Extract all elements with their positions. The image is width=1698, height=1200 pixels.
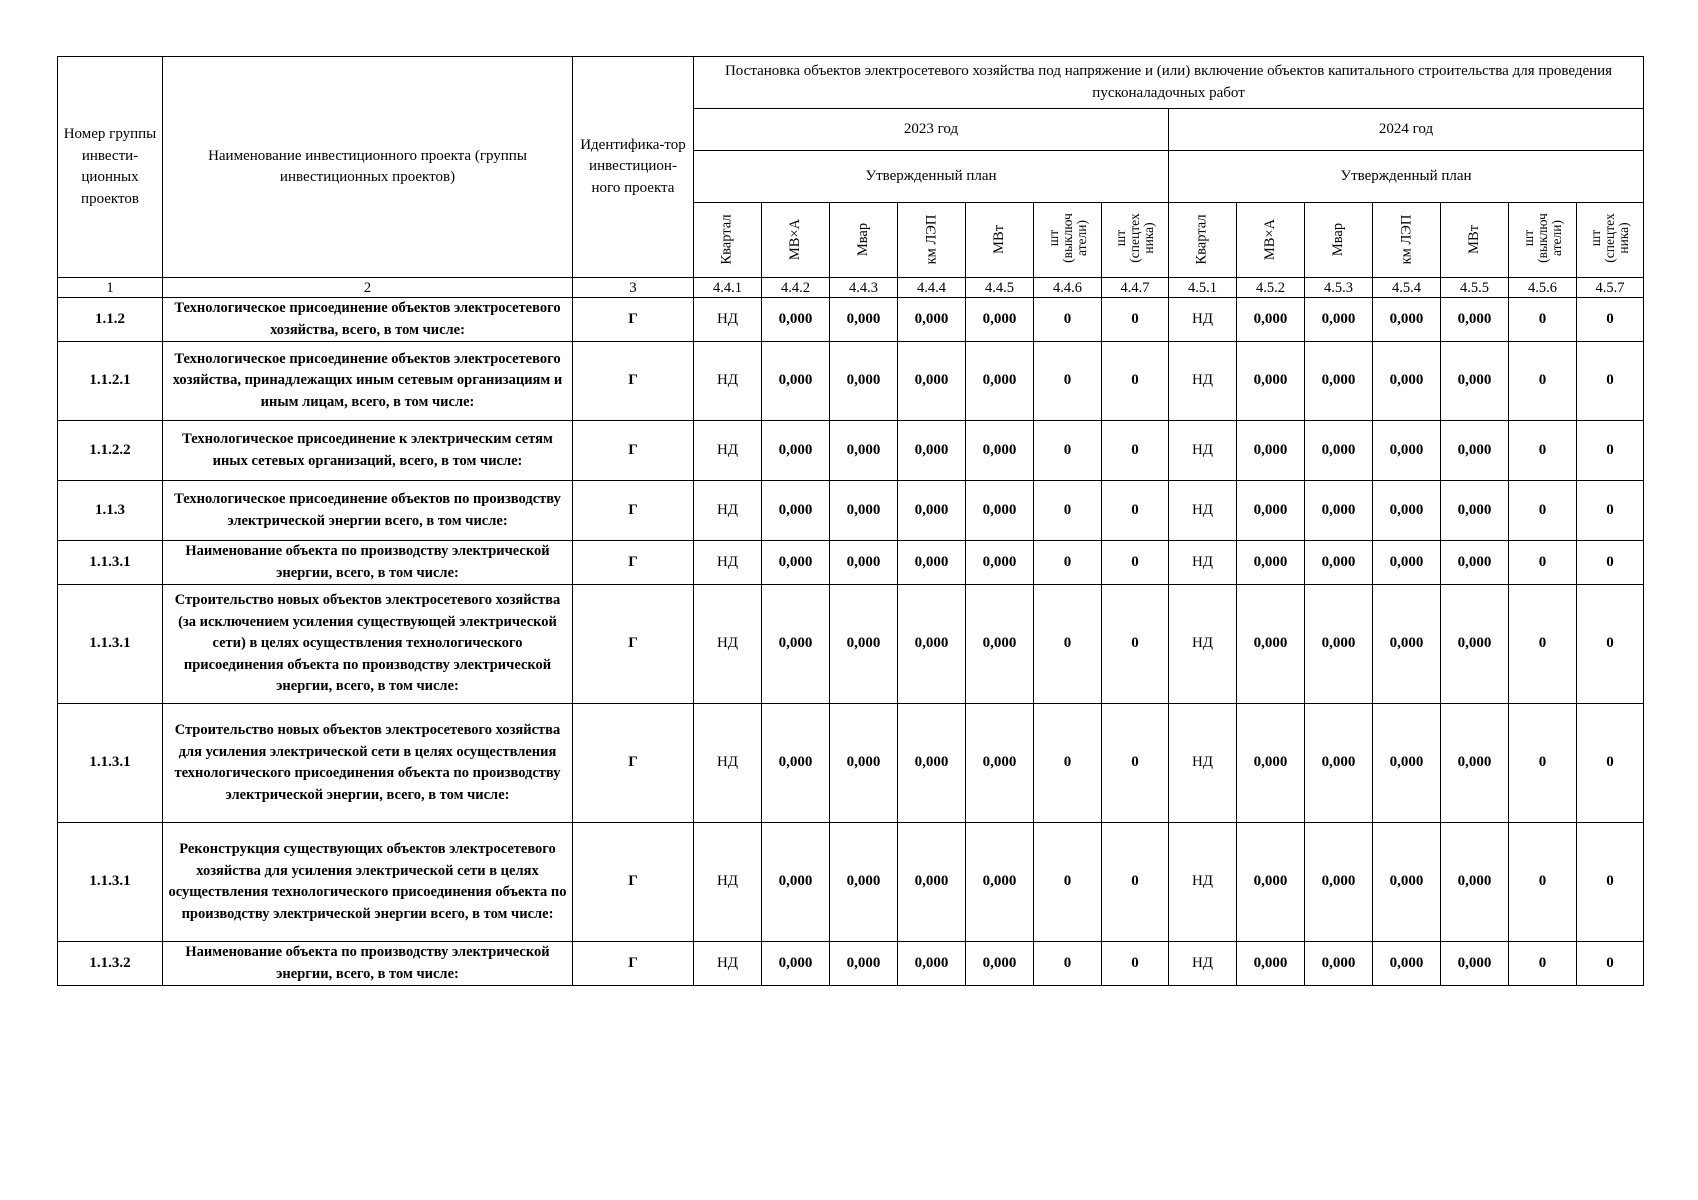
row-value: 0,000 xyxy=(830,298,898,342)
project-name-header: Наименование инвестиционного проекта (группы инвестиционных проектов) xyxy=(163,57,573,278)
column-number: 4.4.7 xyxy=(1102,278,1169,298)
row-value: 0 xyxy=(1102,585,1169,704)
row-value: 0,000 xyxy=(830,481,898,541)
row-value: 0,000 xyxy=(898,823,966,942)
investment-table xyxy=(57,56,1644,986)
row-value: 0 xyxy=(1509,541,1577,585)
row-value: 0,000 xyxy=(1441,823,1509,942)
table-row xyxy=(58,421,1644,481)
row-value: 0,000 xyxy=(1305,541,1373,585)
row-code: 1.1.2.2 xyxy=(58,421,163,481)
unit-header-label: МВ×А xyxy=(787,219,803,261)
row-value: 0 xyxy=(1577,481,1644,541)
row-code: 1.1.3.1 xyxy=(58,704,163,823)
row-value: 0 xyxy=(1577,298,1644,342)
row-value: 0,000 xyxy=(1237,421,1305,481)
row-value: 0,000 xyxy=(966,298,1034,342)
row-value: 0,000 xyxy=(830,585,898,704)
row-value: НД xyxy=(1169,704,1237,823)
row-value: 0,000 xyxy=(1441,421,1509,481)
row-value: 0,000 xyxy=(898,298,966,342)
row-value: 0,000 xyxy=(966,942,1034,986)
row-value: НД xyxy=(694,421,762,481)
row-value: 0,000 xyxy=(1441,704,1509,823)
row-value: 0,000 xyxy=(830,421,898,481)
unit-header-label: шт (спецтех ника) xyxy=(1113,213,1156,263)
row-code: 1.1.3.1 xyxy=(58,541,163,585)
row-value: 0,000 xyxy=(1373,942,1441,986)
unit-header xyxy=(1305,203,1373,278)
unit-header-label: Мвар xyxy=(1329,223,1346,257)
unit-header xyxy=(1373,203,1441,278)
column-number: 4.4.5 xyxy=(966,278,1034,298)
row-value: 0 xyxy=(1034,585,1102,704)
row-identifier: Г xyxy=(573,585,694,704)
column-number: 4.4.4 xyxy=(898,278,966,298)
row-value: 0,000 xyxy=(1441,942,1509,986)
row-value: 0,000 xyxy=(830,704,898,823)
row-value: 0,000 xyxy=(762,342,830,421)
row-value: 0 xyxy=(1034,704,1102,823)
row-value: 0,000 xyxy=(1237,298,1305,342)
row-value: 0,000 xyxy=(762,704,830,823)
row-value: 0,000 xyxy=(762,541,830,585)
identifier-header: Идентифика-тор инвестицион-ного проекта xyxy=(573,57,694,278)
row-value: 0,000 xyxy=(830,342,898,421)
row-value: 0 xyxy=(1102,298,1169,342)
row-value: 0,000 xyxy=(966,421,1034,481)
table-row xyxy=(58,481,1644,541)
row-value: 0 xyxy=(1102,342,1169,421)
column-number: 4.4.1 xyxy=(694,278,762,298)
unit-header-label: Квартал xyxy=(1193,214,1210,265)
row-value: 0,000 xyxy=(1305,942,1373,986)
unit-header xyxy=(694,203,762,278)
row-value: 0 xyxy=(1577,421,1644,481)
row-value: 0,000 xyxy=(898,421,966,481)
row-value: 0 xyxy=(1577,541,1644,585)
table-row xyxy=(58,342,1644,421)
row-value: 0,000 xyxy=(1305,342,1373,421)
row-value: 0 xyxy=(1509,481,1577,541)
row-value: НД xyxy=(694,342,762,421)
row-value: 0 xyxy=(1577,585,1644,704)
row-value: 0 xyxy=(1509,585,1577,704)
unit-header xyxy=(1577,203,1644,278)
row-value: НД xyxy=(694,481,762,541)
row-name: Строительство новых объектов электросетевого хозяйства (за исключением усиления существующей электрической сети) в целях осуществления технологического присоединения объекта по производству электрической энергии, всего, в том числе: xyxy=(163,585,573,704)
row-value: 0,000 xyxy=(1237,585,1305,704)
row-value: 0 xyxy=(1577,823,1644,942)
table-row xyxy=(58,585,1644,704)
row-value: НД xyxy=(1169,823,1237,942)
row-value: 0 xyxy=(1034,942,1102,986)
row-value: НД xyxy=(1169,342,1237,421)
row-value: 0 xyxy=(1102,704,1169,823)
row-value: НД xyxy=(694,541,762,585)
unit-header-label: шт (спецтех ника) xyxy=(1588,213,1632,263)
row-value: 0,000 xyxy=(1441,541,1509,585)
row-code: 1.1.2.1 xyxy=(58,342,163,421)
row-value: 0,000 xyxy=(1373,704,1441,823)
row-value: 0,000 xyxy=(1373,298,1441,342)
row-code: 1.1.3.1 xyxy=(58,585,163,704)
row-value: 0,000 xyxy=(1237,823,1305,942)
row-value: 0,000 xyxy=(1373,585,1441,704)
table-row xyxy=(58,298,1644,342)
column-number: 4.4.3 xyxy=(830,278,898,298)
row-value: 0 xyxy=(1034,481,1102,541)
unit-header-label: МВ×А xyxy=(1262,219,1278,261)
row-value: 0 xyxy=(1577,942,1644,986)
table-row xyxy=(58,704,1644,823)
row-identifier: Г xyxy=(573,704,694,823)
column-number: 4.4.2 xyxy=(762,278,830,298)
row-value: 0 xyxy=(1509,298,1577,342)
row-value: 0,000 xyxy=(762,823,830,942)
row-value: НД xyxy=(1169,481,1237,541)
row-value: 0,000 xyxy=(830,541,898,585)
row-value: 0,000 xyxy=(966,704,1034,823)
row-value: 0 xyxy=(1102,421,1169,481)
column-number: 4.5.1 xyxy=(1169,278,1237,298)
row-value: 0,000 xyxy=(966,541,1034,585)
unit-header xyxy=(966,203,1034,278)
row-value: НД xyxy=(1169,541,1237,585)
row-value: 0,000 xyxy=(1373,823,1441,942)
unit-header xyxy=(1102,203,1169,278)
year-2024-header: 2024 год xyxy=(1169,109,1644,151)
row-value: 0,000 xyxy=(1237,704,1305,823)
row-value: 0,000 xyxy=(966,585,1034,704)
row-value: 0 xyxy=(1102,823,1169,942)
row-value: 0,000 xyxy=(1237,481,1305,541)
unit-header-label: МВт xyxy=(991,225,1007,255)
row-value: 0 xyxy=(1034,298,1102,342)
row-value: 0 xyxy=(1509,704,1577,823)
row-value: 0,000 xyxy=(1373,541,1441,585)
unit-header-label: шт (выключ атели) xyxy=(1520,212,1564,263)
unit-header xyxy=(898,203,966,278)
row-value: НД xyxy=(694,298,762,342)
row-value: НД xyxy=(694,704,762,823)
row-value: 0,000 xyxy=(1305,823,1373,942)
column-number: 3 xyxy=(573,278,694,298)
row-value: 0 xyxy=(1102,541,1169,585)
row-value: НД xyxy=(1169,298,1237,342)
row-value: 0,000 xyxy=(762,298,830,342)
row-code: 1.1.3 xyxy=(58,481,163,541)
unit-header xyxy=(1237,203,1305,278)
row-value: 0 xyxy=(1102,942,1169,986)
row-value: 0 xyxy=(1509,942,1577,986)
table-row xyxy=(58,942,1644,986)
row-value: 0,000 xyxy=(898,541,966,585)
row-value: 0,000 xyxy=(1237,541,1305,585)
column-number: 4.5.4 xyxy=(1373,278,1441,298)
row-value: 0,000 xyxy=(1305,481,1373,541)
unit-header-label: МВт xyxy=(1466,225,1482,255)
row-value: НД xyxy=(694,823,762,942)
row-value: 0,000 xyxy=(830,823,898,942)
row-value: 0,000 xyxy=(1441,298,1509,342)
row-code: 1.1.2 xyxy=(58,298,163,342)
row-value: 0,000 xyxy=(898,585,966,704)
year-2023-header: 2023 год xyxy=(694,109,1169,151)
plan-2024-header: Утвержденный план xyxy=(1169,151,1644,203)
row-value: 0,000 xyxy=(762,942,830,986)
row-name: Строительство новых объектов электросетевого хозяйства для усиления электрической сети в целях осуществления технологического присоединения объекта по производству электрической энергии, всего, в том числе: xyxy=(163,704,573,823)
row-value: 0 xyxy=(1034,421,1102,481)
row-name: Технологическое присоединение объектов по производству электрической энергии всего, в том числе: xyxy=(163,481,573,541)
row-value: НД xyxy=(694,585,762,704)
row-name: Наименование объекта по производству электрической энергии, всего, в том числе: xyxy=(163,942,573,986)
row-value: 0,000 xyxy=(898,342,966,421)
row-code: 1.1.3.1 xyxy=(58,823,163,942)
unit-header xyxy=(830,203,898,278)
row-value: НД xyxy=(1169,585,1237,704)
row-value: 0 xyxy=(1102,481,1169,541)
row-value: 0 xyxy=(1509,421,1577,481)
row-value: 0 xyxy=(1577,704,1644,823)
row-value: 0,000 xyxy=(966,342,1034,421)
row-identifier: Г xyxy=(573,298,694,342)
row-value: 0 xyxy=(1509,823,1577,942)
row-value: 0,000 xyxy=(1441,342,1509,421)
row-name: Реконструкция существующих объектов электросетевого хозяйства для усиления электрической сети в целях осуществления технологического присоединения объекта по производству электрической энергии всего, в том числе: xyxy=(163,823,573,942)
unit-header-label: Мвар xyxy=(854,223,871,257)
row-value: 0,000 xyxy=(898,704,966,823)
row-value: 0 xyxy=(1577,342,1644,421)
row-identifier: Г xyxy=(573,823,694,942)
unit-header-label: км ЛЭП xyxy=(1397,214,1414,265)
row-value: 0,000 xyxy=(762,481,830,541)
row-value: 0 xyxy=(1509,342,1577,421)
column-number: 2 xyxy=(163,278,573,298)
unit-header-label: Квартал xyxy=(718,214,735,265)
section-title-header: Постановка объектов электросетевого хозяйства под напряжение и (или) включение объектов капитального строительства для проведения пусконаладочных работ xyxy=(694,57,1644,109)
unit-header-label: шт (выключ атели) xyxy=(1045,212,1089,263)
row-value: 0,000 xyxy=(898,481,966,541)
column-number: 4.5.2 xyxy=(1237,278,1305,298)
column-number: 1 xyxy=(58,278,163,298)
row-value: 0 xyxy=(1034,342,1102,421)
row-value: 0,000 xyxy=(966,481,1034,541)
column-number: 4.5.7 xyxy=(1577,278,1644,298)
unit-header xyxy=(1169,203,1237,278)
row-value: 0 xyxy=(1034,541,1102,585)
column-number: 4.5.3 xyxy=(1305,278,1373,298)
row-value: 0,000 xyxy=(762,421,830,481)
table-row xyxy=(58,541,1644,585)
row-identifier: Г xyxy=(573,541,694,585)
row-value: 0,000 xyxy=(1237,342,1305,421)
row-value: НД xyxy=(694,942,762,986)
column-number: 4.4.6 xyxy=(1034,278,1102,298)
row-value: 0,000 xyxy=(898,942,966,986)
row-value: НД xyxy=(1169,421,1237,481)
group-number-header: Номер группы инвести-ционных проектов xyxy=(58,57,163,278)
row-value: 0,000 xyxy=(1373,481,1441,541)
row-value: 0,000 xyxy=(1441,585,1509,704)
unit-header-label: км ЛЭП xyxy=(922,214,939,265)
row-value: 0,000 xyxy=(1305,704,1373,823)
row-identifier: Г xyxy=(573,942,694,986)
unit-header xyxy=(1441,203,1509,278)
row-identifier: Г xyxy=(573,342,694,421)
unit-header xyxy=(1509,203,1577,278)
row-name: Технологическое присоединение объектов электросетевого хозяйства, принадлежащих иным сетевым организациям и иным лицам, всего, в том числе: xyxy=(163,342,573,421)
unit-header xyxy=(1034,203,1102,278)
row-value: 0,000 xyxy=(1373,421,1441,481)
column-number: 4.5.6 xyxy=(1509,278,1577,298)
row-value: 0,000 xyxy=(966,823,1034,942)
plan-2023-header: Утвержденный план xyxy=(694,151,1169,203)
row-identifier: Г xyxy=(573,481,694,541)
row-value: 0,000 xyxy=(1441,481,1509,541)
row-value: 0,000 xyxy=(1305,298,1373,342)
row-value: 0,000 xyxy=(1305,421,1373,481)
table-row xyxy=(58,823,1644,942)
row-value: 0,000 xyxy=(1305,585,1373,704)
row-value: 0,000 xyxy=(1237,942,1305,986)
row-value: 0,000 xyxy=(830,942,898,986)
row-value: 0,000 xyxy=(1373,342,1441,421)
row-value: 0 xyxy=(1034,823,1102,942)
row-identifier: Г xyxy=(573,421,694,481)
row-name: Технологическое присоединение к электрическим сетям иных сетевых организаций, всего, в том числе: xyxy=(163,421,573,481)
row-value: НД xyxy=(1169,942,1237,986)
unit-header xyxy=(762,203,830,278)
row-name: Технологическое присоединение объектов электросетевого хозяйства, всего, в том числе: xyxy=(163,298,573,342)
row-value: 0,000 xyxy=(762,585,830,704)
column-number: 4.5.5 xyxy=(1441,278,1509,298)
row-name: Наименование объекта по производству электрической энергии, всего, в том числе: xyxy=(163,541,573,585)
row-code: 1.1.3.2 xyxy=(58,942,163,986)
